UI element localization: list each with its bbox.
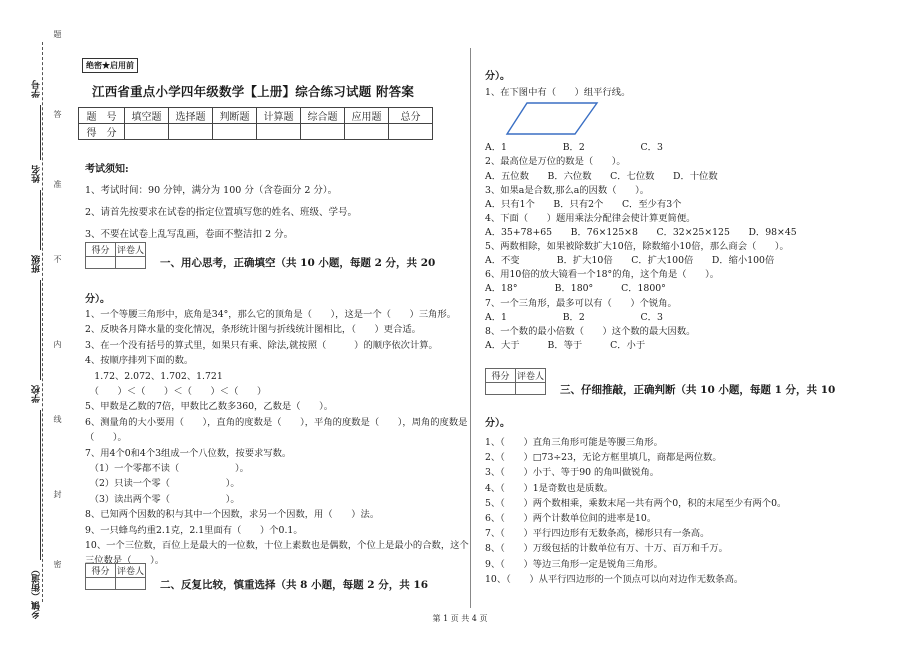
question-line: 8、（ ）万级包括的计数单位有万、十万、百万和千万。	[485, 543, 728, 555]
question-line: 1.72、2.072、1.702、1.721	[85, 370, 223, 382]
grader-score-label: 得分	[86, 564, 116, 578]
section2-heading: 二、反复比较，慎重选择（共 8 小题，每题 2 分，共 16	[160, 579, 429, 591]
question-line: 9、（ ）等边三角形一定是锐角三角形。	[485, 558, 663, 570]
question-line: A．1 B．2 C．3	[485, 312, 663, 323]
question-line: 3、（ ）小于、等于90 的角叫做锐角。	[485, 467, 660, 479]
grader-score-label: 得分	[86, 243, 116, 257]
question-line: 三位数是（ ）。	[85, 555, 165, 567]
question-line: 9、一只蜂鸟约重2.1克，2.1里面有（ ）个0.1。	[85, 524, 303, 536]
question-line: 8、一个数的最小倍数（ ）这个数的最大因数。	[485, 326, 696, 337]
score-table-cell: 填空题	[125, 108, 169, 124]
margin-label-student-id: 学号	[32, 80, 42, 98]
grader-blank[interactable]	[116, 578, 146, 590]
margin-label-school: 学校	[32, 385, 42, 403]
question-line: 2、（ ）□73÷23，无论方框里填几，商都是两位数。	[485, 452, 722, 464]
cut-word: 准	[53, 180, 62, 188]
question-line: 1、一个等腰三角形中，底角是34°，那么它的顶角是（ ），这是一个（ ）三角形。	[85, 309, 457, 320]
score-blank[interactable]	[345, 124, 389, 140]
question-line: 4、下面（ ）题用乘法分配律会使计算更简便。	[485, 213, 696, 224]
grader-blank[interactable]	[516, 383, 546, 395]
margin-label-town: 乡镇（街道）	[32, 565, 42, 619]
score-blank[interactable]	[169, 124, 213, 140]
grader-box	[85, 242, 146, 269]
question-line: 5、甲数是乙数的7倍，甲数比乙数多360，乙数是（ ）。	[85, 401, 334, 413]
cut-word: 封	[53, 490, 62, 498]
question-line: A．只有1个 B．只有2个 C．至少有3个	[485, 199, 682, 210]
notes-heading: 考试须知:	[85, 164, 129, 175]
question-line: A．五位数 B．六位数 C．七位数 D．十位数	[485, 171, 718, 182]
parallelogram-shape	[507, 103, 597, 134]
question-line: 1、（ ）直角三角形可能是等腰三角形。	[485, 437, 663, 448]
question-line: 10、（ ）从平行四边形的一个顶点可以向对边作无数条高。	[485, 573, 744, 585]
cut-word: 内	[53, 340, 62, 348]
page-footer: 第 1 页 共 4 页	[432, 614, 488, 623]
cut-word: 线	[53, 415, 62, 423]
margin-label-class: 班级	[32, 255, 42, 273]
question-line: A．大于 B．等于 C．小于	[485, 340, 646, 351]
score-table-cell: 选择题	[169, 108, 213, 124]
question-line: 1、在下图中有（ ）组平行线。	[485, 87, 631, 98]
fold-line	[42, 42, 43, 602]
score-blank[interactable]	[257, 124, 301, 140]
note-item: 3、不要在试卷上乱写乱画，卷面不整洁扣 2 分。	[85, 229, 294, 240]
section1-heading: 一、用心思考，正确填空（共 10 小题，每题 2 分，共 20	[160, 257, 436, 269]
margin-label-name: 姓名	[32, 165, 42, 183]
question-line: （1）一个零都不读（ ）。	[85, 463, 249, 474]
margin-line	[40, 280, 41, 380]
question-line: A．1 B．2 C．3	[485, 142, 663, 153]
score-table-score-row	[79, 124, 433, 140]
score-table-cell: 应用题	[345, 108, 389, 124]
score-table-cell: 题 号	[79, 108, 125, 124]
score-blank[interactable]	[301, 124, 345, 140]
score-blank[interactable]	[125, 124, 169, 140]
page-title: 江西省重点小学四年级数学【上册】综合练习试题 附答案	[92, 84, 415, 99]
section3-heading: 三、仔细推敲，正确判断（共 10 小题，每题 1 分，共 10	[560, 384, 836, 396]
question-line: A．18° B．180° C．1800°	[485, 283, 666, 294]
question-line: 3、如果a是合数,那么a的因数（ ）。	[485, 185, 650, 196]
cut-word: 答	[53, 110, 62, 118]
cut-word: 不	[53, 255, 62, 263]
score-table-cell: 判断题	[213, 108, 257, 124]
parallelogram-figure	[505, 101, 600, 137]
question-line: 3、在一个没有括号的算式里，如果只有乘、除法,就按照（ ）的顺序依次计算。	[85, 339, 438, 351]
binding-margin	[0, 0, 70, 650]
margin-line	[40, 410, 41, 560]
grader-blank[interactable]	[116, 257, 146, 269]
question-line: A．不变 B．扩大10倍 C．扩大100倍 D．缩小100倍	[485, 255, 775, 266]
score-table	[78, 107, 433, 140]
score-table-header-row	[79, 108, 433, 124]
question-line: （2）只读一个零（ ）。	[85, 478, 240, 490]
question-line: 2、反映各月降水量的变化情况，条形统计图与折线统计图相比，（ ）更合适。	[85, 324, 421, 336]
margin-line	[40, 105, 41, 160]
score-blank[interactable]	[213, 124, 257, 140]
question-line: 2、最高位是万位的数是（ ）。	[485, 156, 626, 167]
grader-reviewer-label: 评卷人	[516, 369, 546, 383]
grader-blank[interactable]	[486, 383, 516, 395]
grader-box	[485, 368, 546, 395]
question-line: A．35+78+65 B．76×125×8 C．32×25×125 D．98×45	[485, 227, 797, 238]
cut-word: 题	[53, 30, 62, 38]
note-item: 2、请首先按要求在试卷的指定位置填写您的姓名、班级、学号。	[85, 207, 358, 218]
question-line: 4、按顺序排列下面的数。	[85, 355, 194, 367]
question-line: 7、（ ）平行四边形有无数条高，梯形只有一条高。	[485, 528, 710, 540]
question-line: （ ）。	[85, 432, 127, 444]
grader-reviewer-label: 评卷人	[116, 243, 146, 257]
question-line: （3）读出两个零（ ）。	[85, 493, 240, 505]
section3-heading-cont: 分）。	[485, 418, 510, 429]
section1-heading-cont: 分）。	[85, 294, 110, 305]
question-line: （ ）＜（ ）＜（ ）＜（ ）	[85, 386, 267, 397]
grader-box	[85, 563, 146, 590]
cut-word: 密	[53, 560, 62, 568]
grader-blank[interactable]	[86, 578, 116, 590]
score-blank[interactable]	[389, 124, 433, 140]
question-line: 6、测量角的大小要用（ ），直角的度数是（ ），平角的度数是（ ），周角的度数是	[85, 416, 468, 428]
secret-label: 绝密★启用前	[82, 58, 138, 73]
question-line: 5、两数相除，如果被除数扩大10倍，除数缩小10倍，那么商会（ ）。	[485, 241, 789, 252]
question-line: 10、一个三位数，百位上是最大的一位数，十位上素数也是偶数，个位上是最小的合数，这个	[85, 540, 469, 551]
note-item: 1、考试时间：90 分钟，满分为 100 分（含卷面分 2 分）。	[85, 185, 338, 196]
question-line: 7、一个三角形，最多可以有（ ）个锐角。	[485, 298, 677, 309]
question-line: 8、已知两个因数的积与其中一个因数，求另一个因数，用（ ）法。	[85, 509, 380, 521]
question-line: 6、（ ）两个计数单位间的进率是10。	[485, 513, 657, 524]
question-line: 6、用10倍的放大镜看一个18°的角，这个角是（ ）。	[485, 269, 720, 280]
question-line: 4、（ ）1是奇数也是质数。	[485, 482, 614, 494]
grader-blank[interactable]	[86, 257, 116, 269]
score-table-cell: 得 分	[79, 124, 125, 140]
score-table-cell: 计算题	[257, 108, 301, 124]
question-line: 7、用4个0和4个3组成一个八位数，按要求写数。	[85, 447, 292, 459]
score-table-cell: 总分	[389, 108, 433, 124]
score-table-cell: 综合题	[301, 108, 345, 124]
section2-heading-cont: 分）。	[485, 71, 510, 82]
column-divider	[470, 48, 471, 608]
grader-score-label: 得分	[486, 369, 516, 383]
grader-reviewer-label: 评卷人	[116, 564, 146, 578]
question-line: 5、（ ）两个数相乘，乘数末尾一共有两个0，积的末尾至少有两个0。	[485, 497, 787, 509]
margin-line	[40, 190, 41, 250]
